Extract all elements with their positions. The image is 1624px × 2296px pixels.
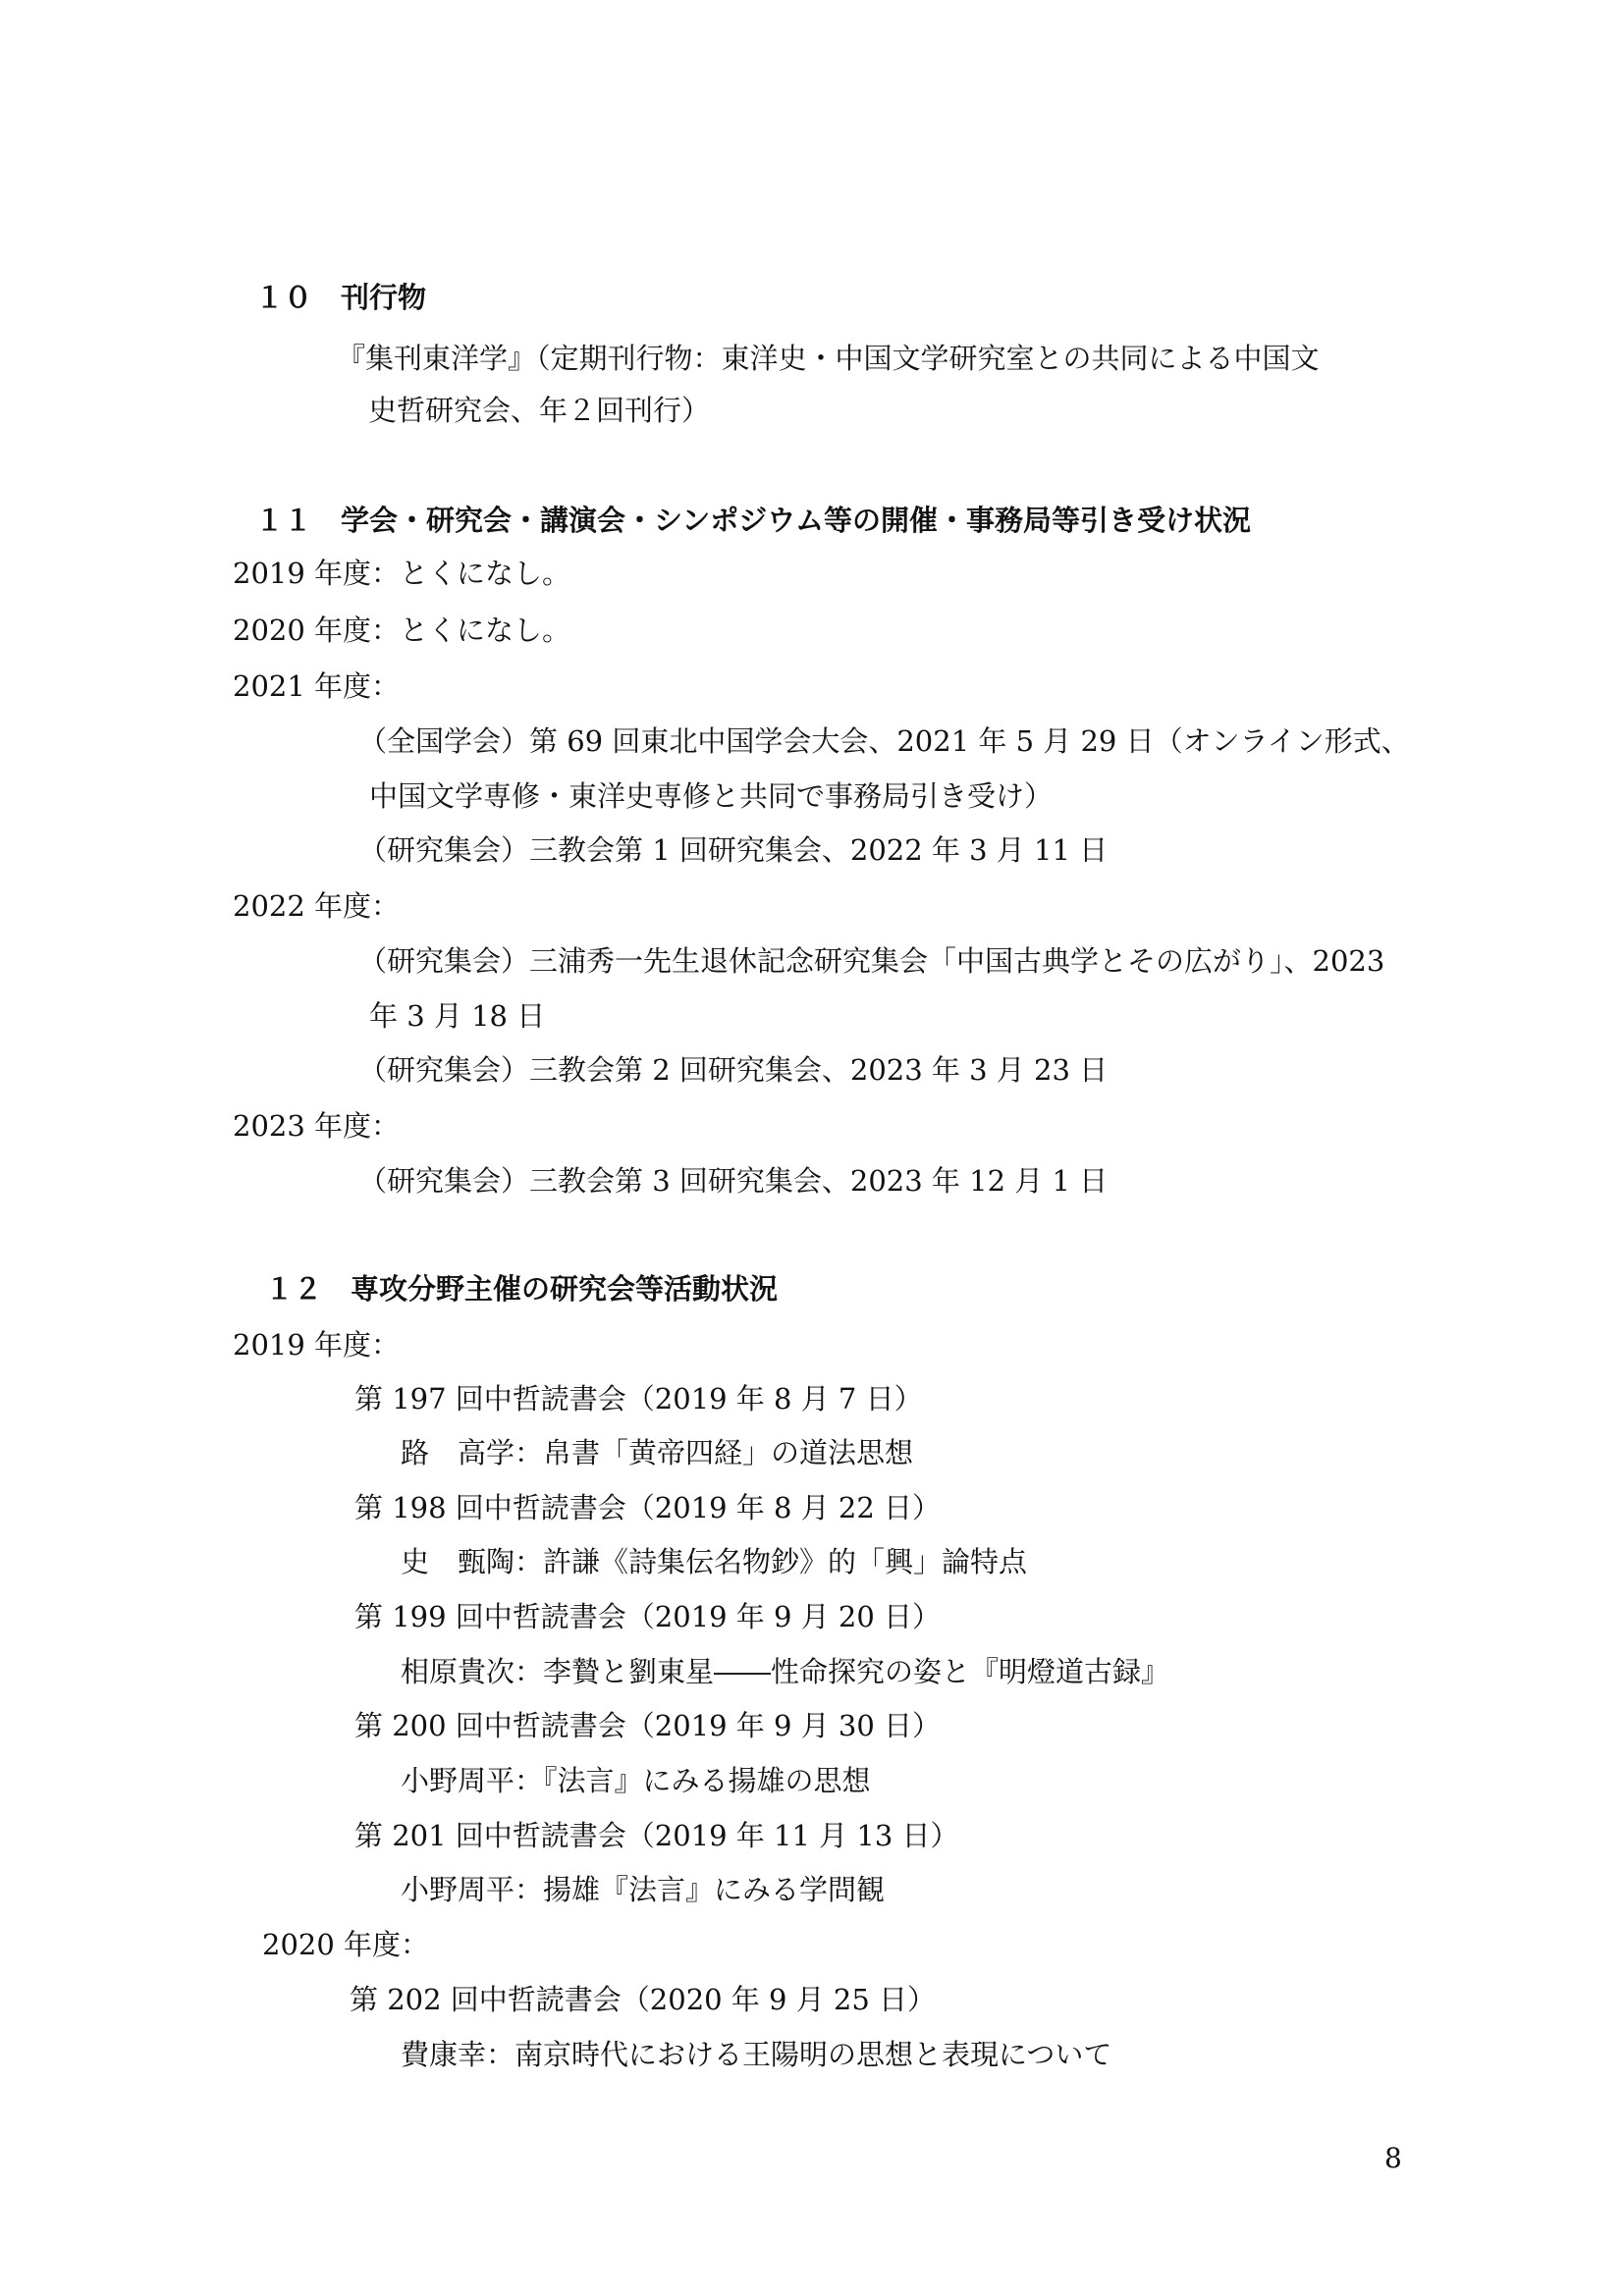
- section-12-line-5: 史 甄陶：許謙《詩集伝名物鈔》的「興」論特点: [401, 1545, 1028, 1578]
- section-11-line-2: 2020 年度：とくになし。: [233, 614, 571, 647]
- section-12-line-3: 路 高学：帛書「黄帝四経」の道法思想: [401, 1436, 914, 1469]
- section-11-line-4: （全国学会）第 69 回東北中国学会大会、2021 年 5 月 29 日（オンライン形式、: [358, 724, 1410, 758]
- section-11-line-5: 中国文学専修・東洋史専修と共同で事務局引き受け）: [369, 779, 1054, 813]
- section-12-line-10: 第 201 回中哲読書会（2019 年 11 月 13 日）: [354, 1819, 959, 1852]
- section-11-line-12: （研究集会）三教会第 3 回研究集会、2023 年 12 月 1 日: [358, 1164, 1109, 1198]
- section-11-line-6: （研究集会）三教会第 1 回研究集会、2022 年 3 月 11 日: [358, 833, 1109, 867]
- section-11-line-10: （研究集会）三教会第 2 回研究集会、2023 年 3 月 23 日: [358, 1053, 1109, 1087]
- section-11-line-7: 2022 年度：: [233, 889, 401, 923]
- section-12-line-13: 第 202 回中哲読書会（2020 年 9 月 25 日）: [350, 1983, 937, 2016]
- section-12-line-12: 2020 年度：: [262, 1928, 430, 1961]
- section-11-line-11: 2023 年度：: [233, 1109, 401, 1143]
- section-10-heading: １０ 刊行物: [255, 281, 427, 314]
- section-12-line-9: 小野周平：『法言』にみる揚雄の思想: [401, 1764, 871, 1797]
- section-11-line-3: 2021 年度：: [233, 669, 401, 703]
- section-10-line-2: 史哲研究会、年２回刊行）: [368, 394, 711, 427]
- section-12-heading: １２ 専攻分野主催の研究会等活動状況: [265, 1272, 779, 1306]
- section-12-line-8: 第 200 回中哲読書会（2019 年 9 月 30 日）: [354, 1709, 942, 1742]
- section-12-line-6: 第 199 回中哲読書会（2019 年 9 月 20 日）: [354, 1600, 942, 1633]
- section-11-line-1: 2019 年度：とくになし。: [233, 557, 571, 590]
- page-number: 8: [1384, 2142, 1402, 2174]
- section-12-line-1: 2019 年度：: [233, 1328, 401, 1362]
- section-10-line-1: 『集刊東洋学』（定期刊行物：東洋史・中国文学研究室との共同による中国文: [337, 342, 1320, 375]
- section-11-heading: １１ 学会・研究会・講演会・シンポジウム等の開催・事務局等引き受け状況: [255, 504, 1251, 537]
- section-12-line-4: 第 198 回中哲読書会（2019 年 8 月 22 日）: [354, 1491, 942, 1524]
- section-12-line-11: 小野周平：揚雄『法言』にみる学問観: [401, 1873, 886, 1906]
- section-12-line-7: 相原貴次：李贄と劉東星――性命探究の姿と『明燈道古録』: [401, 1655, 1170, 1688]
- section-12-line-2: 第 197 回中哲読書会（2019 年 8 月 7 日）: [354, 1382, 923, 1415]
- section-12-line-14: 費康幸：南京時代における王陽明の思想と表現について: [401, 2038, 1112, 2071]
- section-11-line-8: （研究集会）三浦秀一先生退休記念研究集会「中国古典学とその広がり」、2023: [358, 944, 1385, 978]
- section-11-line-9: 年 3 月 18 日: [369, 999, 546, 1033]
